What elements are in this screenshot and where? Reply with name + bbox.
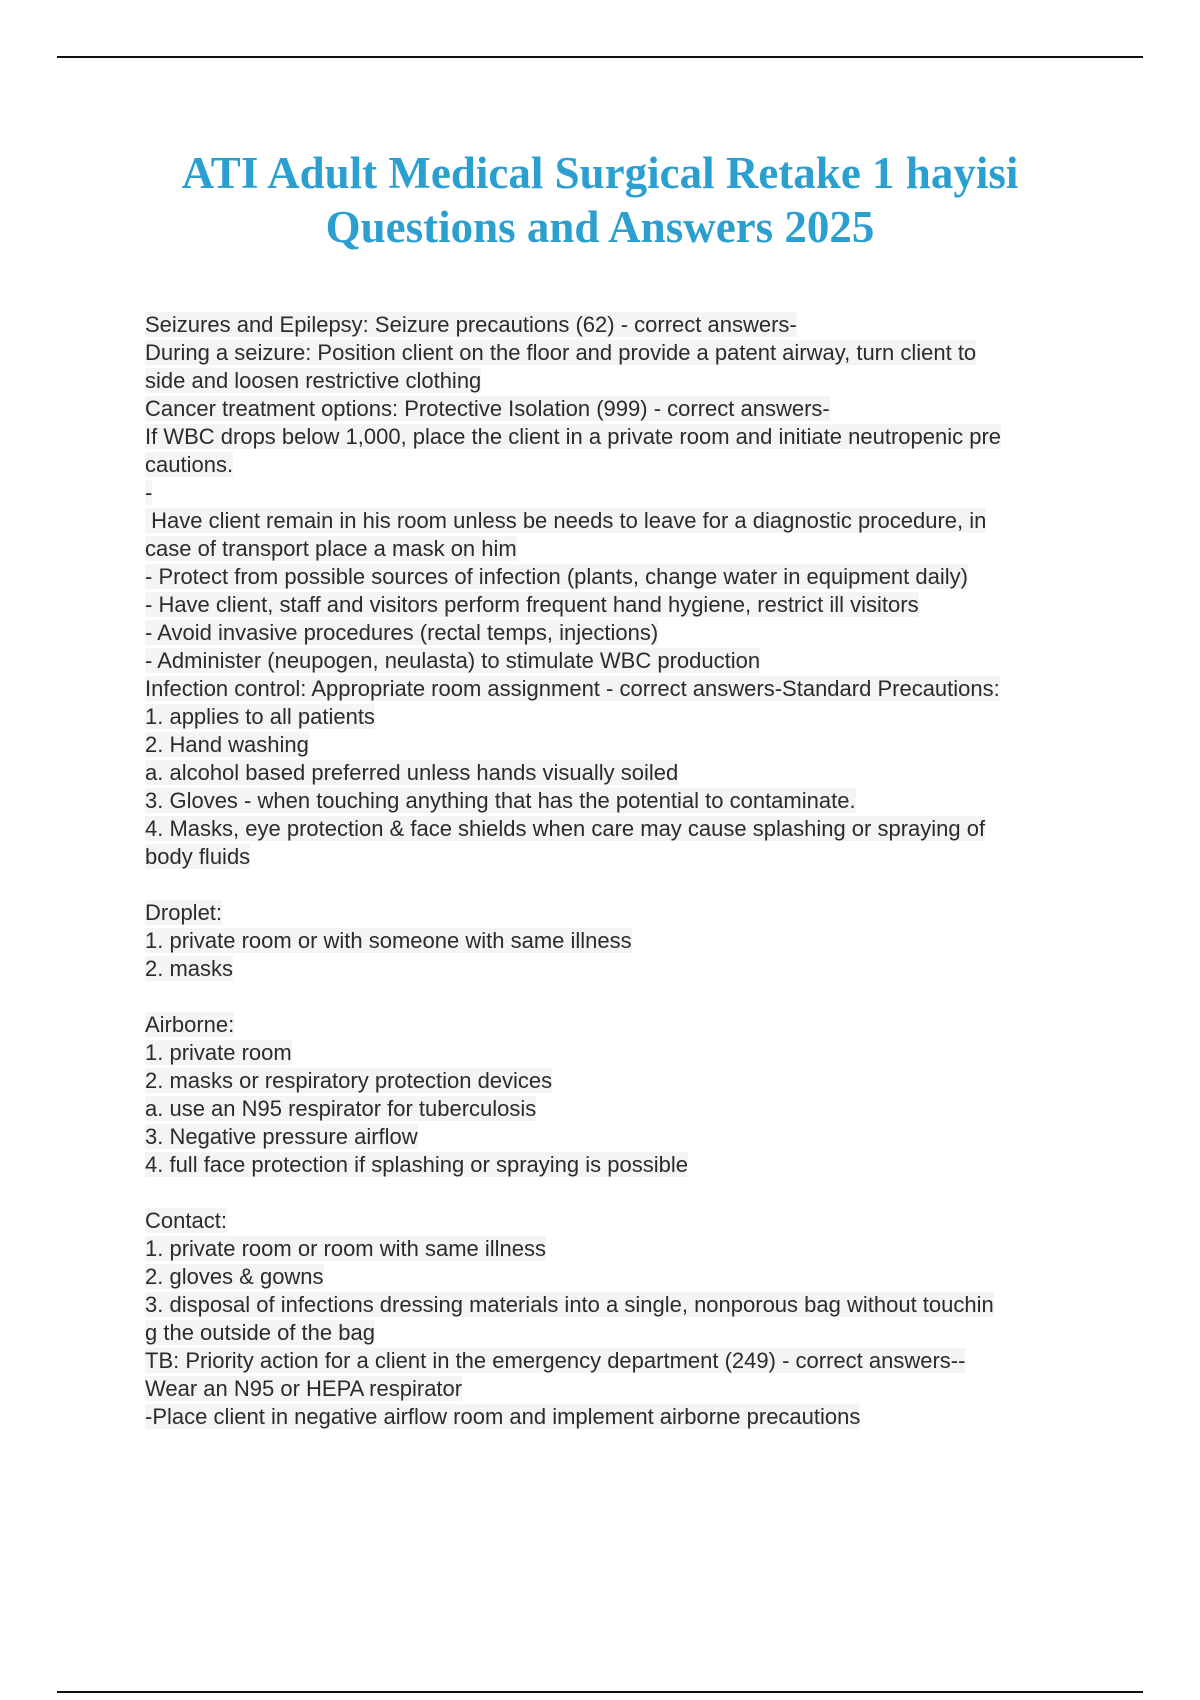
body-line: 3. Gloves - when touching anything that has the potential to contaminate. [145,788,856,813]
body-line: 1. private room or room with same illness [145,1236,547,1261]
body-line: a. use an N95 respirator for tuberculosis [145,1096,537,1121]
body-line: 2. masks or respiratory protection devices [145,1068,553,1093]
body-line: 2. Hand washing [145,732,309,757]
body-line: During a seizure: Position client on the floor and provide a patent airway, turn client to [145,340,977,365]
section-heading-droplet: Droplet: [145,900,223,925]
body-line: - Avoid invasive procedures (rectal temps, injections) [145,620,659,645]
section-heading-contact: Contact: [145,1208,227,1233]
title-line-2: Questions and Answers 2025 [325,202,875,252]
body-line: - Protect from possible sources of infection (plants, change water in equipment daily) [145,564,968,589]
body-line: Have client remain in his room unless be needs to leave for a diagnostic procedure, in [145,508,987,533]
top-divider [57,56,1143,58]
body-line: g the outside of the bag [145,1320,375,1345]
body-line: - [145,480,153,505]
body-line: - Have client, staff and visitors perform frequent hand hygiene, restrict ill visitors [145,592,919,617]
body-line: -Place client in negative airflow room and implement airborne precautions [145,1404,861,1429]
title-line-1: ATI Adult Medical Surgical Retake 1 hayisi [181,148,1019,198]
body-line: case of transport place a mask on him [145,536,517,561]
blank-line [145,983,1105,1011]
body-line: a. alcohol based preferred unless hands visually soiled [145,760,679,785]
body-line: cautions. [145,452,234,477]
body-line: 2. gloves & gowns [145,1264,324,1289]
body-line: body fluids [145,844,251,869]
body-line: 1. applies to all patients [145,704,375,729]
blank-line [145,1179,1105,1207]
blank-line [145,871,1105,899]
bottom-divider [57,1691,1143,1693]
section-heading-airborne: Airborne: [145,1012,235,1037]
body-line: Infection control: Appropriate room assignment - correct answers-Standard Precautions: [145,676,1000,701]
body-line: - Administer (neupogen, neulasta) to stimulate WBC production [145,648,761,673]
body-line: side and loosen restrictive clothing [145,368,482,393]
body-line: TB: Priority action for a client in the emergency department (249) - correct answers-- [145,1348,966,1373]
body-line: 4. full face protection if splashing or spraying is possible [145,1152,688,1177]
body-line: 2. masks [145,956,234,981]
body-line: 1. private room [145,1040,292,1065]
document-title [100,146,1100,254]
body-line: Wear an N95 or HEPA respirator [145,1376,463,1401]
body-line: 3. disposal of infections dressing materials into a single, nonporous bag without touchin [145,1292,994,1317]
body-line: Cancer treatment options: Protective Isolation (999) - correct answers- [145,396,830,421]
body-line: If WBC drops below 1,000, place the client in a private room and initiate neutropenic pre [145,424,1002,449]
body-line: Seizures and Epilepsy: Seizure precautions (62) - correct answers- [145,312,797,337]
body-line: 1. private room or with someone with same illness [145,928,632,953]
body-line: 4. Masks, eye protection & face shields when care may cause splashing or spraying of [145,816,986,841]
body-line: 3. Negative pressure airflow [145,1124,418,1149]
document-body [145,311,1105,1431]
